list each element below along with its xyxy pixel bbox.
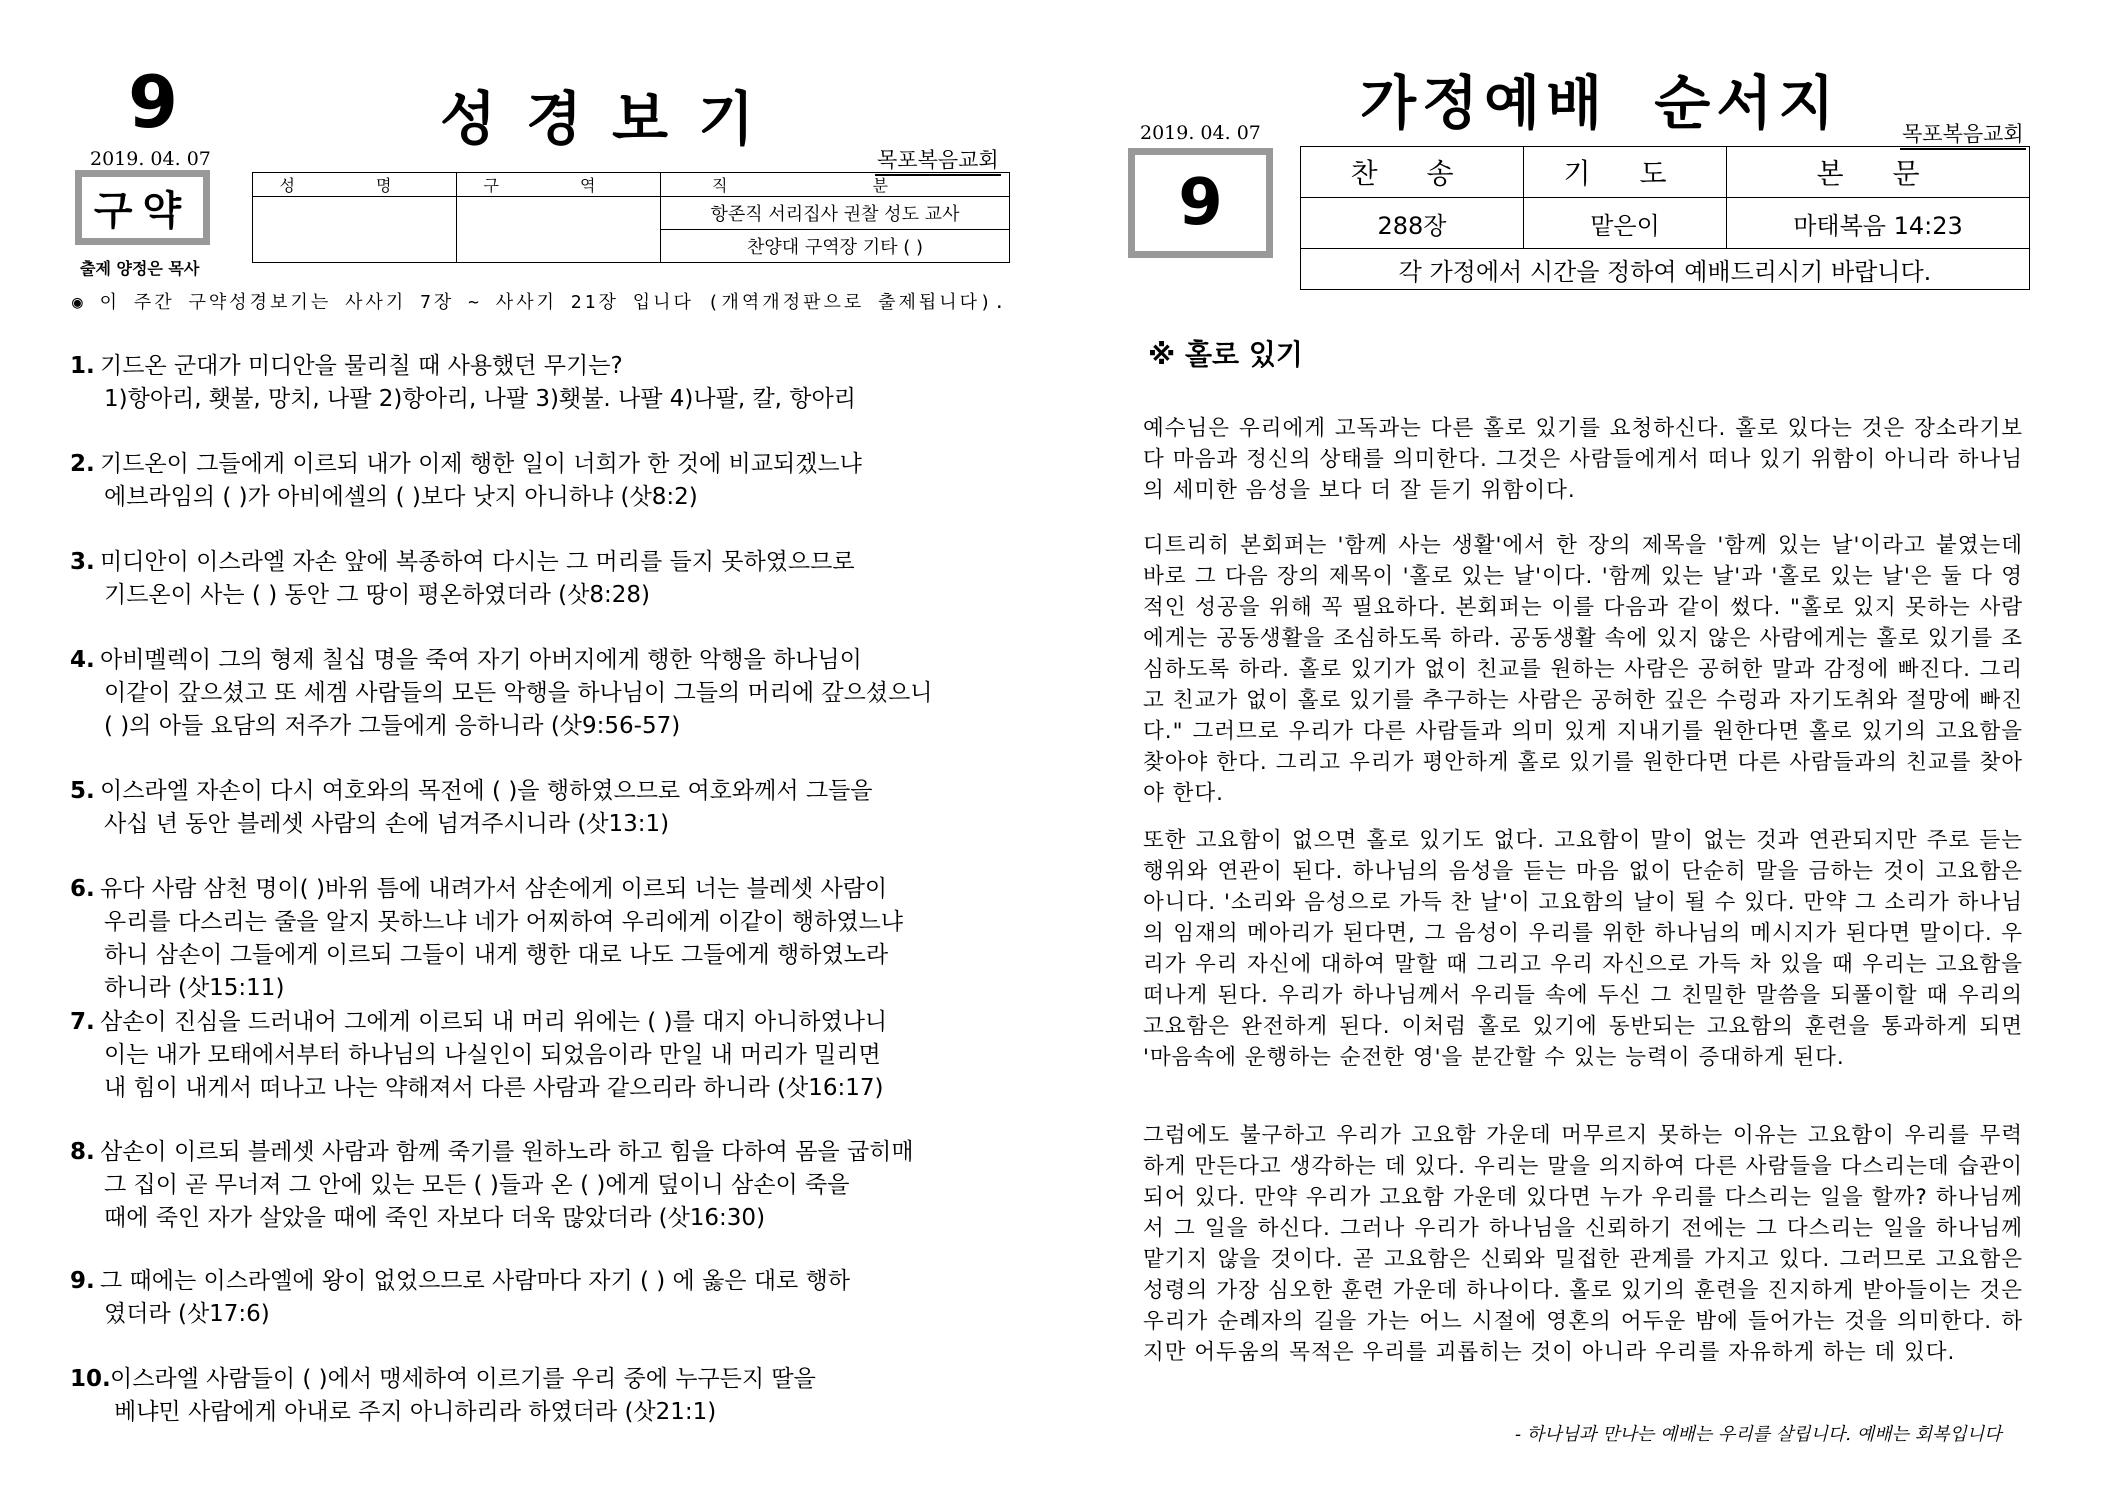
student-info-table <box>252 172 1010 263</box>
right-page-title: 가정예배 순서지 <box>1360 69 1841 137</box>
worship-order-table <box>1300 146 2030 290</box>
question-6: 6. 유다 사람 삼천 명이( )바위 틈에 내려가서 삼손에게 이르되 너는 블레셋 사람이 우리를 다스리는 줄을 알지 못하느냐 네가 어찌하여 우리에게 이같이 행하였느냐 하니 삼손이 그들에게 이르되 그들이 내게 행한 대로 나도 그들에게 행하였노라 하니라 (삿15:11) <box>70 876 903 1001</box>
question-10: 10.이스라엘 사람들이 ( )에서 맹세하여 이르기를 우리 중에 누구든지 딸을 베냐민 사람에게 아내로 주지 아니하리라 하였더라 (삿21:1) <box>70 1366 816 1425</box>
footer-quote: - 하나님과 만나는 예배는 우리를 살립니다. 예배는 회복입니다 <box>1515 1424 2002 1445</box>
left-page-number: 9 <box>128 60 181 144</box>
right-page-number: 9 <box>1128 148 1273 258</box>
question-8: 8. 삼손이 이르되 블레셋 사람과 함께 죽기를 원하노라 하고 힘을 다하여 몸을 굽히매 그 집이 곧 무너져 그 안에 있는 모든 ( )들과 온 ( )에게 덮이니 삼손이 죽을 때에 죽인 자가 살았을 때에 죽인 자보다 더욱 많았더라 (삿16:30) <box>70 1139 914 1231</box>
question-9: 9. 그 때에는 이스라엘에 왕이 없었으므로 사람마다 자기 ( ) 에 옳은 대로 행하 였더라 (삿17:6) <box>70 1268 851 1327</box>
duty-options-2: 찬양대 구역장 기타 ( ) <box>661 230 1010 263</box>
paragraph-4: 그럼에도 불구하고 우리가 고요함 가운데 머무르지 못하는 이유는 고요함이 우리를 무력하게 만든다고 생각하는 데 있다. 우리는 말을 의지하여 다른 사람들을 다스리는데 습관이 되어 있다. 만약 우리가 고요함 가운데 있다면 누가 우리를 다스리는 일을 할까? 하나님께서 그 일을 하신다. 그러나 우리가 하나님을 신뢰하기 전에는 그 다스리는 일을 하나님께 맡기지 않을 것이다. 곧 고요함은 신뢰와 밀접한 관계를 가지고 있다. 그러므로 고요함은 성령의 가장 심오한 훈련 가운데 하나이다. 홀로 있기의 훈련을 진지하게 받아들이는 것은 우리가 순례자의 길을 가는 어느 시절에 영혼의 어두운 밤에 들어가는 것을 의미한다. 하지만 어두움의 목적은 우리를 괴롭히는 것이 아니라 우리를 자유하게 하는 데 있다. <box>1143 1123 2023 1365</box>
header-duty: 직 분 <box>661 173 1010 197</box>
question-3: 3. 미디안이 이스라엘 자손 앞에 복종하여 다시는 그 머리를 들지 못하였으므로 기드온이 사는 ( ) 동안 그 땅이 평온하였더라 (삿8:28) <box>70 549 855 608</box>
paragraph-3: 또한 고요함이 없으면 홀로 있기도 없다. 고요함이 말이 없는 것과 연관되지만 주로 듣는 행위와 연관이 된다. 하나님의 음성을 듣는 마음 없이 단순히 말을 금하는 것이 고요함은 아니다. '소리와 음성으로 가득 찬 날'이 고요함의 날이 될 수 있다. 만약 그 소리가 하나님의 임재의 메아리가 된다면, 그 음성이 우리를 위한 하나님의 메시지가 된다면 말이다. 우리가 우리 자신에 대하여 말할 때 그리고 우리 자신으로 가득 차 있을 때 우리는 고요함을 떠나게 된다. 우리가 하나님께서 우리들 속에 두신 그 친밀한 말씀을 되풀이할 때 우리의 고요함은 완전하게 된다. 이처럼 홀로 있기에 동반되는 고요함의 훈련을 통과하게 되면 '마음속에 운행하는 순전한 영'을 분간할 수 있는 능력이 증대하게 된다. <box>1143 828 2023 1070</box>
question-7: 7. 삼손이 진심을 드러내어 그에게 이르되 내 머리 위에는 ( )를 대지 아니하였나니 이는 내가 모태에서부터 하나님의 나실인이 되었음이라 만일 내 머리가 밀리면 내 힘이 내게서 떠나고 나는 약해져서 다른 사람과 같으리라 하니라 (삿16:17) <box>70 1009 888 1101</box>
question-4: 4. 아비멜렉이 그의 형제 칠십 명을 죽여 자기 아버지에게 행한 악행을 하나님이 이같이 갚으셨고 또 세겜 사람들의 모든 악행을 하나님이 그들의 머리에 갚으셨으니 ( )의 아들 요담의 저주가 그들에게 응하니라 (삿9:56-57) <box>70 647 933 739</box>
duty-options-1: 항존직 서리집사 권찰 성도 교사 <box>661 197 1010 230</box>
hymn-value: 288장 <box>1301 198 1524 249</box>
header-name: 성 명 <box>253 173 457 197</box>
worship-notice: 각 가정에서 시간을 정하여 예배드리시기 바랍니다. <box>1301 249 2030 290</box>
question-2: 2. 기드온이 그들에게 이르되 내가 이제 행한 일이 너희가 한 것에 비교되겠느냐 에브라임의 ( )가 아비에셀의 ( )보다 낫지 아니하냐 (삿8:2) <box>70 451 862 510</box>
paragraph-1: 예수님은 우리에게 고독과는 다른 홀로 있기를 요청하신다. 홀로 있다는 것은 장소라기보다 마음과 정신의 상태를 의미한다. 그것은 사람들에게서 떠나 있기 위함이 아니라 하나님의 세미한 음성을 보다 더 잘 듣기 위함이다. <box>1143 416 2023 503</box>
scripture-value: 마태복음 14:23 <box>1727 198 2030 249</box>
right-date: 2019. 04. 07 <box>1140 122 1261 144</box>
header-scripture: 본 문 <box>1727 147 2030 198</box>
prayer-value: 맡은이 <box>1524 198 1727 249</box>
testament-badge: 구약 <box>75 170 210 245</box>
question-1: 1. 기드온 군대가 미디안을 물리칠 때 사용했던 무기는? 1)항아리, 횃불, 망치, 나팔 2)항아리, 나팔 3)횃불. 나팔 4)나팔, 칼, 항아리 <box>70 353 856 412</box>
left-church-name: 목포복음교회 <box>875 144 1001 176</box>
section-title: ※ 홀로 있기 <box>1148 338 1303 371</box>
question-5: 5. 이스라엘 자손이 다시 여호와의 목전에 ( )을 행하였으므로 여호와께서 그들을 사십 년 동안 블레셋 사람의 손에 넘겨주시니라 (삿13:1) <box>70 778 873 837</box>
left-page-title: 성경보기 <box>440 85 785 153</box>
left-notice: ◉ 이 주간 구약성경보기는 사사기 7장 ~ 사사기 21장 입니다 (개역개정판으로 출제됩니다). <box>72 292 1008 313</box>
district-field[interactable] <box>457 197 661 263</box>
left-date: 2019. 04. 07 <box>90 148 211 170</box>
right-church-name: 목포복음교회 <box>1900 118 2026 150</box>
header-prayer: 기 도 <box>1524 147 1727 198</box>
header-hymn: 찬 송 <box>1301 147 1524 198</box>
header-district: 구 역 <box>457 173 661 197</box>
paragraph-2: 디트리히 본회퍼는 '함께 사는 생활'에서 한 장의 제목을 '함께 있는 날'이라고 붙였는데 바로 그 다음 장의 제목이 '홀로 있는 날'이다. '함께 있는 날'과 '홀로 있는 날'은 둘 다 영적인 성공을 위해 꼭 필요하다. 본회퍼는 이를 다음과 같이 썼다. "홀로 있지 못하는 사람에게는 공동생활을 조심하도록 하라. 공동생활 속에 있지 않은 사람에게는 홀로 있기를 조심하도록 하라. 홀로 있기가 없이 친교를 원하는 사람은 공허한 말과 감정에 빠진다. 그리고 친교가 없이 홀로 있기를 추구하는 사람은 공허한 깊은 수렁과 자기도취와 절망에 빠진다." 그러므로 우리가 다른 사람들과 의미 있게 지내기를 원한다면 홀로 있기의 고요함을 찾아야 한다. 그리고 우리가 평안하게 홀로 있기를 원한다면 다른 사람들과의 친교를 찾아야 한다. <box>1143 533 2023 806</box>
author-credit: 출제 양정은 목사 <box>80 259 200 278</box>
name-field[interactable] <box>253 197 457 263</box>
